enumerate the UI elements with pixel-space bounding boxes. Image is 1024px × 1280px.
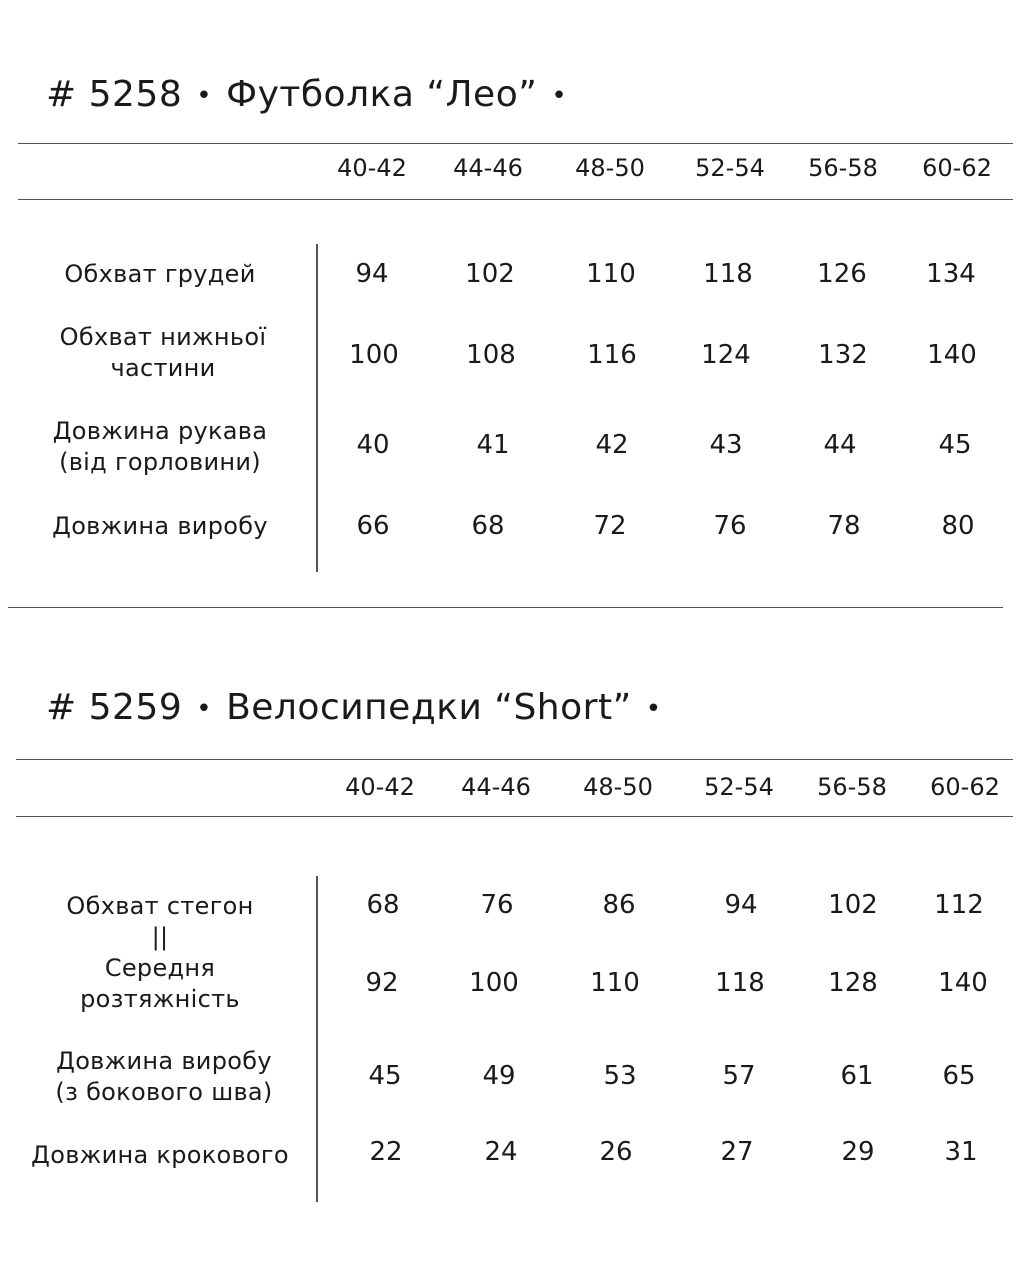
table-cell: 31 [944, 1137, 978, 1167]
bullet-dot: • [196, 694, 213, 724]
table-cell: 61 [840, 1061, 874, 1091]
section-separator [8, 607, 1003, 608]
label-line: Обхват нижньої [59, 323, 267, 351]
table-cell: 118 [703, 259, 753, 289]
label-line: Довжина рукава [52, 417, 268, 445]
table1-row-label [13, 322, 313, 384]
table2-header-top-rule [16, 759, 1013, 760]
size-header-cell: 44-46 [453, 154, 523, 182]
table1-column-divider [316, 244, 318, 572]
size-header-cell: 52-54 [695, 154, 765, 182]
table-cell: 57 [722, 1061, 756, 1091]
table-cell: 68 [366, 890, 400, 920]
size-header-cell: 60-62 [922, 154, 992, 182]
table-cell: 45 [368, 1061, 402, 1091]
table-cell: 22 [369, 1137, 403, 1167]
label-line: частини [110, 354, 216, 382]
table-cell: 140 [927, 340, 977, 370]
label-line: Середня [104, 954, 216, 982]
table-cell: 49 [482, 1061, 516, 1091]
table2-title [46, 687, 676, 728]
table-cell: 26 [599, 1137, 633, 1167]
bullet-dot: • [645, 694, 662, 724]
table-cell: 110 [586, 259, 636, 289]
table-cell: 102 [828, 890, 878, 920]
label-line: Довжина виробу [56, 1047, 272, 1075]
table-cell: 76 [713, 511, 747, 541]
table-cell: 110 [590, 968, 640, 998]
table-cell: 108 [466, 340, 516, 370]
table2-row-label [14, 1046, 314, 1108]
table-cell: 68 [471, 511, 505, 541]
table2-header-bottom-rule [16, 816, 1013, 817]
table-cell: 72 [593, 511, 627, 541]
table-cell: 43 [709, 430, 743, 460]
label-line: розтяжність [80, 985, 240, 1013]
table1-header-top-rule [18, 143, 1013, 144]
size-header-cell: 48-50 [575, 154, 645, 182]
table-cell: 65 [942, 1061, 976, 1091]
table-cell: 128 [828, 968, 878, 998]
label-line: (від горловини) [59, 448, 261, 476]
table1-title [46, 74, 581, 115]
table-cell: 102 [465, 259, 515, 289]
size-header-cell: 40-42 [337, 154, 407, 182]
table2-row-label [10, 1140, 310, 1171]
table-cell: 44 [823, 430, 857, 460]
table2-code: # 5259 [46, 687, 183, 728]
table-cell: 40 [356, 430, 390, 460]
label-line: Довжина крокового [31, 1141, 289, 1169]
table-cell: 45 [938, 430, 972, 460]
size-header-cell: 56-58 [808, 154, 878, 182]
size-header-cell: 44-46 [461, 773, 531, 801]
table-cell: 53 [603, 1061, 637, 1091]
table-cell: 116 [587, 340, 637, 370]
label-line: (з бокового шва) [55, 1078, 273, 1106]
size-header-cell: 40-42 [345, 773, 415, 801]
label-line: Довжина виробу [52, 512, 268, 540]
table1-row-label [10, 259, 310, 290]
table-cell: 78 [827, 511, 861, 541]
size-header-cell: 60-62 [930, 773, 1000, 801]
table-cell: 94 [355, 259, 389, 289]
table-cell: 100 [469, 968, 519, 998]
label-line: Обхват грудей [64, 260, 256, 288]
table-cell: 118 [715, 968, 765, 998]
table-cell: 42 [595, 430, 629, 460]
bullet-dot: • [196, 81, 213, 111]
table-cell: 27 [720, 1137, 754, 1167]
table-cell: 41 [476, 430, 510, 460]
table-cell: 112 [934, 890, 984, 920]
table1-header-bottom-rule [18, 199, 1013, 200]
table2-row-label [10, 891, 310, 1015]
table-cell: 66 [356, 511, 390, 541]
table1-code: # 5258 [46, 74, 183, 115]
table1-row-label [10, 511, 310, 542]
size-header-cell: 56-58 [817, 773, 887, 801]
label-line: Обхват стегон [66, 892, 254, 920]
table2-column-divider [316, 876, 318, 1202]
table1-row-label [10, 416, 310, 478]
table-cell: 140 [938, 968, 988, 998]
table1-product-name: Футболка “Лео” [226, 74, 538, 115]
table-cell: 126 [817, 259, 867, 289]
table-cell: 80 [941, 511, 975, 541]
label-line: || [151, 923, 169, 951]
table-cell: 92 [365, 968, 399, 998]
table-cell: 132 [818, 340, 868, 370]
table-cell: 86 [602, 890, 636, 920]
table-cell: 134 [926, 259, 976, 289]
size-header-cell: 52-54 [704, 773, 774, 801]
table-cell: 76 [480, 890, 514, 920]
table-cell: 24 [484, 1137, 518, 1167]
table-cell: 100 [349, 340, 399, 370]
size-header-cell: 48-50 [583, 773, 653, 801]
table2-product-name: Велосипедки “Short” [226, 687, 632, 728]
table-cell: 124 [701, 340, 751, 370]
table-cell: 94 [724, 890, 758, 920]
bullet-dot: • [551, 81, 568, 111]
table-cell: 29 [841, 1137, 875, 1167]
